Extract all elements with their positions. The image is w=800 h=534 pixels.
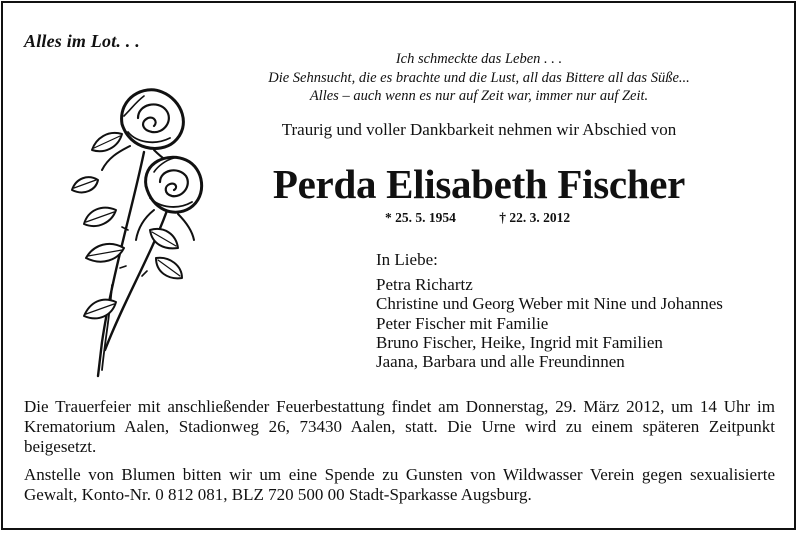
farewell-intro: Traurig und voller Dankbarkeit nehmen wir Abschied von — [281, 120, 677, 139]
notice-heading: Alles im Lot. . . — [24, 31, 140, 51]
funeral-details: Die Trauerfeier mit anschließender Feuerbestattung findet am Donnerstag, 29. März 2012, um 14 Uhr im Krematorium Aalen, Stadionweg 26, 73430 Aalen, statt. Die Urne wird zu einem späteren Zeitpunkt beigesetzt. — [24, 397, 775, 456]
life-dates — [385, 210, 570, 226]
mourner-entry: Jaana, Barbara und alle Freundinnen — [376, 352, 625, 372]
poem-line: Die Sehnsucht, die es brachte und die Lust, all das Bittere all das Süße... — [268, 69, 690, 86]
poem — [233, 50, 725, 106]
death-date: † 22. 3. 2012 — [499, 210, 571, 225]
mourners-list — [376, 250, 723, 371]
donation-request: Anstelle von Blumen bitten wir um eine Spende zu Gunsten von Wildwasser Verein gegen sexualisierte Gewalt, Konto-Nr. 0 812 081, BLZ 720 500 00 Stadt-Sparkasse Augsburg. — [24, 465, 775, 504]
mourner-entry: Peter Fischer mit Familie — [376, 313, 549, 333]
deceased-name: Perda Elisabeth Fischer — [272, 161, 686, 207]
poem-line: Alles – auch wenn es nur auf Zeit war, immer nur auf Zeit. — [309, 88, 649, 104]
poem-line: Ich schmeckte das Leben . . . — [395, 51, 563, 67]
mourner-entry: Christine und Georg Weber mit Nine und Johannes — [376, 294, 723, 314]
mourner-entry: Bruno Fischer, Heike, Ingrid mit Familien — [376, 332, 663, 352]
rose-illustration — [58, 80, 208, 380]
mourners-label: In Liebe: — [376, 250, 438, 269]
mourner-entry: Petra Richartz — [376, 275, 473, 295]
birth-date: * 25. 5. 1954 — [385, 210, 456, 225]
